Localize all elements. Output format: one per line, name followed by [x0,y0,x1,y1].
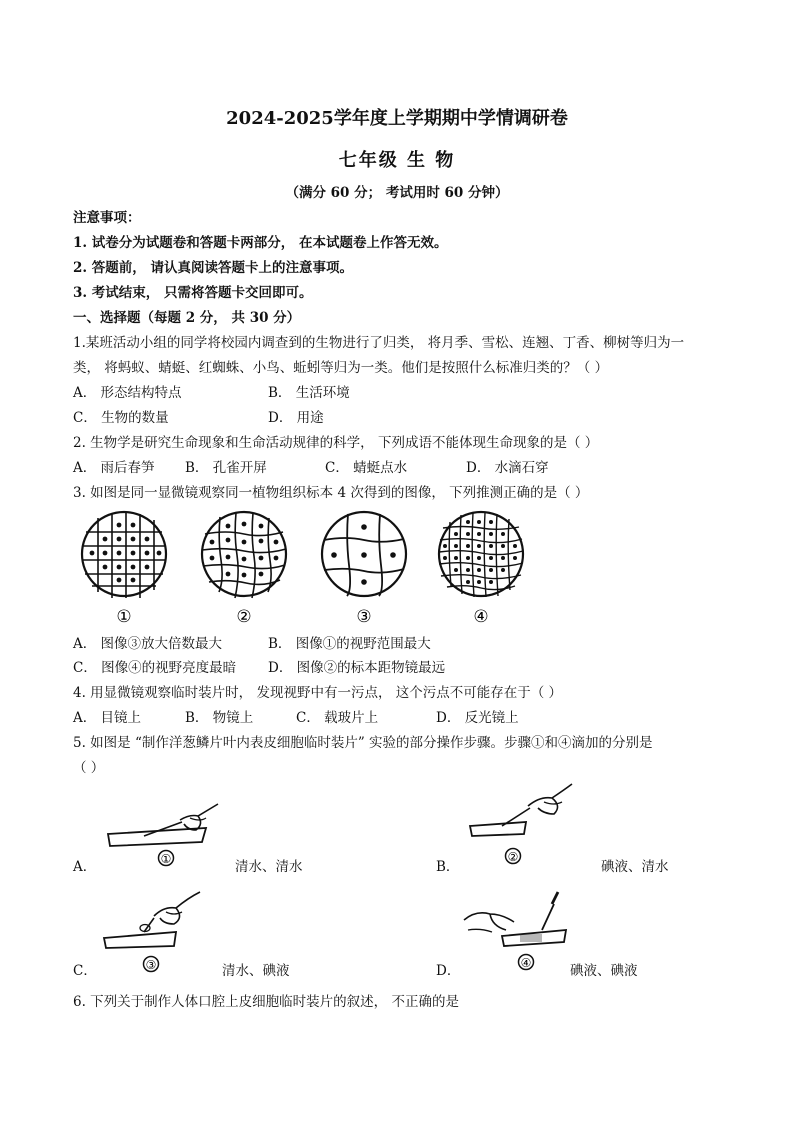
q2-option-d: D． 水滴石穿 [466,460,549,476]
q5-option-c-letter: C． [73,963,97,979]
view-label-4: ④ [473,607,489,627]
question-5-line2: （ ） [73,760,105,776]
q2-option-c: C． 蜻蜓点水 [325,460,408,476]
step-2-label: ② [507,850,519,864]
q2-option-b: B． 孔雀开屏 [185,460,267,476]
microscope-views-figure [76,510,526,630]
q1-option-d: D． 用途 [268,410,324,426]
q4-option-a: A． 目镜上 [73,710,142,726]
step-2-illustration [466,782,586,866]
q5-option-b-letter: B． [436,859,460,875]
q3-option-a: A． 图像③放大倍数最大 [73,636,223,652]
question-1-line2: 类， 将蚂蚁、蜻蜓、红蜘蛛、小鸟、蚯蚓等归为一类。他们是按照什么标准归类的？（ ） [73,360,609,376]
step-4-illustration [462,890,582,976]
q1-option-c: C． 生物的数量 [73,410,169,426]
q3-option-c: C． 图像④的视野亮度最暗 [73,660,237,676]
view-label-3: ③ [356,607,372,627]
q4-option-d: D． 反光镜上 [436,710,519,726]
question-4: 4. 用显微镜观察临时装片时， 发现视野中有一污点， 这个污点不可能存在于（ ） [73,685,563,701]
q3-option-b: B． 图像①的视野范围最大 [268,636,431,652]
notes-heading: 注意事项： [73,210,141,226]
q4-option-c: C． 载玻片上 [296,710,379,726]
step-1-illustration [104,800,234,868]
question-3: 3. 如图是同一显微镜观察同一植物组织标本 4 次得到的图像， 下列推测正确的是（ ） [73,485,589,501]
q5-option-c-text: 清水、碘液 [222,963,290,979]
note-item: 3. 考试结束， 只需将答题卡交回即可。 [73,285,313,301]
exam-meta: （满分 60 分； 考试用时 60 分钟） [285,185,509,201]
q1-option-b: B． 生活环境 [268,385,350,401]
q2-option-a: A． 雨后春笋 [73,460,155,476]
microscope-view-3 [322,512,406,596]
question-5-line1: 5. 如图是 “制作洋葱鳞片叶内表皮细胞临时装片” 实验的部分操作步骤。步骤①和④滴加的分别是 [73,735,653,751]
q5-option-a-text: 清水、清水 [235,859,303,875]
q5-option-b-text: 碘液、清水 [601,859,669,875]
q4-option-b: B． 物镜上 [185,710,254,726]
step-4-label: ④ [520,956,532,970]
step-3-illustration [100,890,220,976]
note-item: 1. 试卷分为试题卷和答题卡两部分， 在本试题卷上作答无效。 [73,235,448,251]
step-3-label: ③ [145,958,157,972]
question-2: 2. 生物学是研究生命现象和生命活动规律的科学， 下列成语不能体现生命现象的是（ ） [73,435,599,451]
step-1-label: ① [160,852,172,866]
exam-title: 2024-2025学年度上学期期中学情调研卷 [226,108,568,129]
q3-option-d: D． 图像②的标本距物镜最远 [268,660,446,676]
microscope-view-2 [202,512,286,598]
q5-option-d-text: 碘液、碘液 [570,963,638,979]
note-item: 2. 答题前， 请认真阅读答题卡上的注意事项。 [73,260,353,276]
question-6: 6. 下列关于制作人体口腔上皮细胞临时装片的叙述， 不正确的是 [73,994,459,1010]
q5-option-d-letter: D． [436,963,461,979]
question-1-line1: 1.某班活动小组的同学将校园内调查到的生物进行了归类， 将月季、雪松、连翘、丁香、柳树等归为一 [73,335,685,351]
microscope-view-1 [82,512,166,598]
exam-subtitle: 七年级 生 物 [338,150,456,171]
section-heading: 一、选择题（每题 2 分， 共 30 分） [73,310,301,326]
view-label-1: ① [116,607,132,627]
microscope-view-4 [439,512,523,597]
q1-option-a: A． 形态结构特点 [73,385,182,401]
q5-option-a-letter: A． [73,859,97,875]
view-label-2: ② [236,607,252,627]
